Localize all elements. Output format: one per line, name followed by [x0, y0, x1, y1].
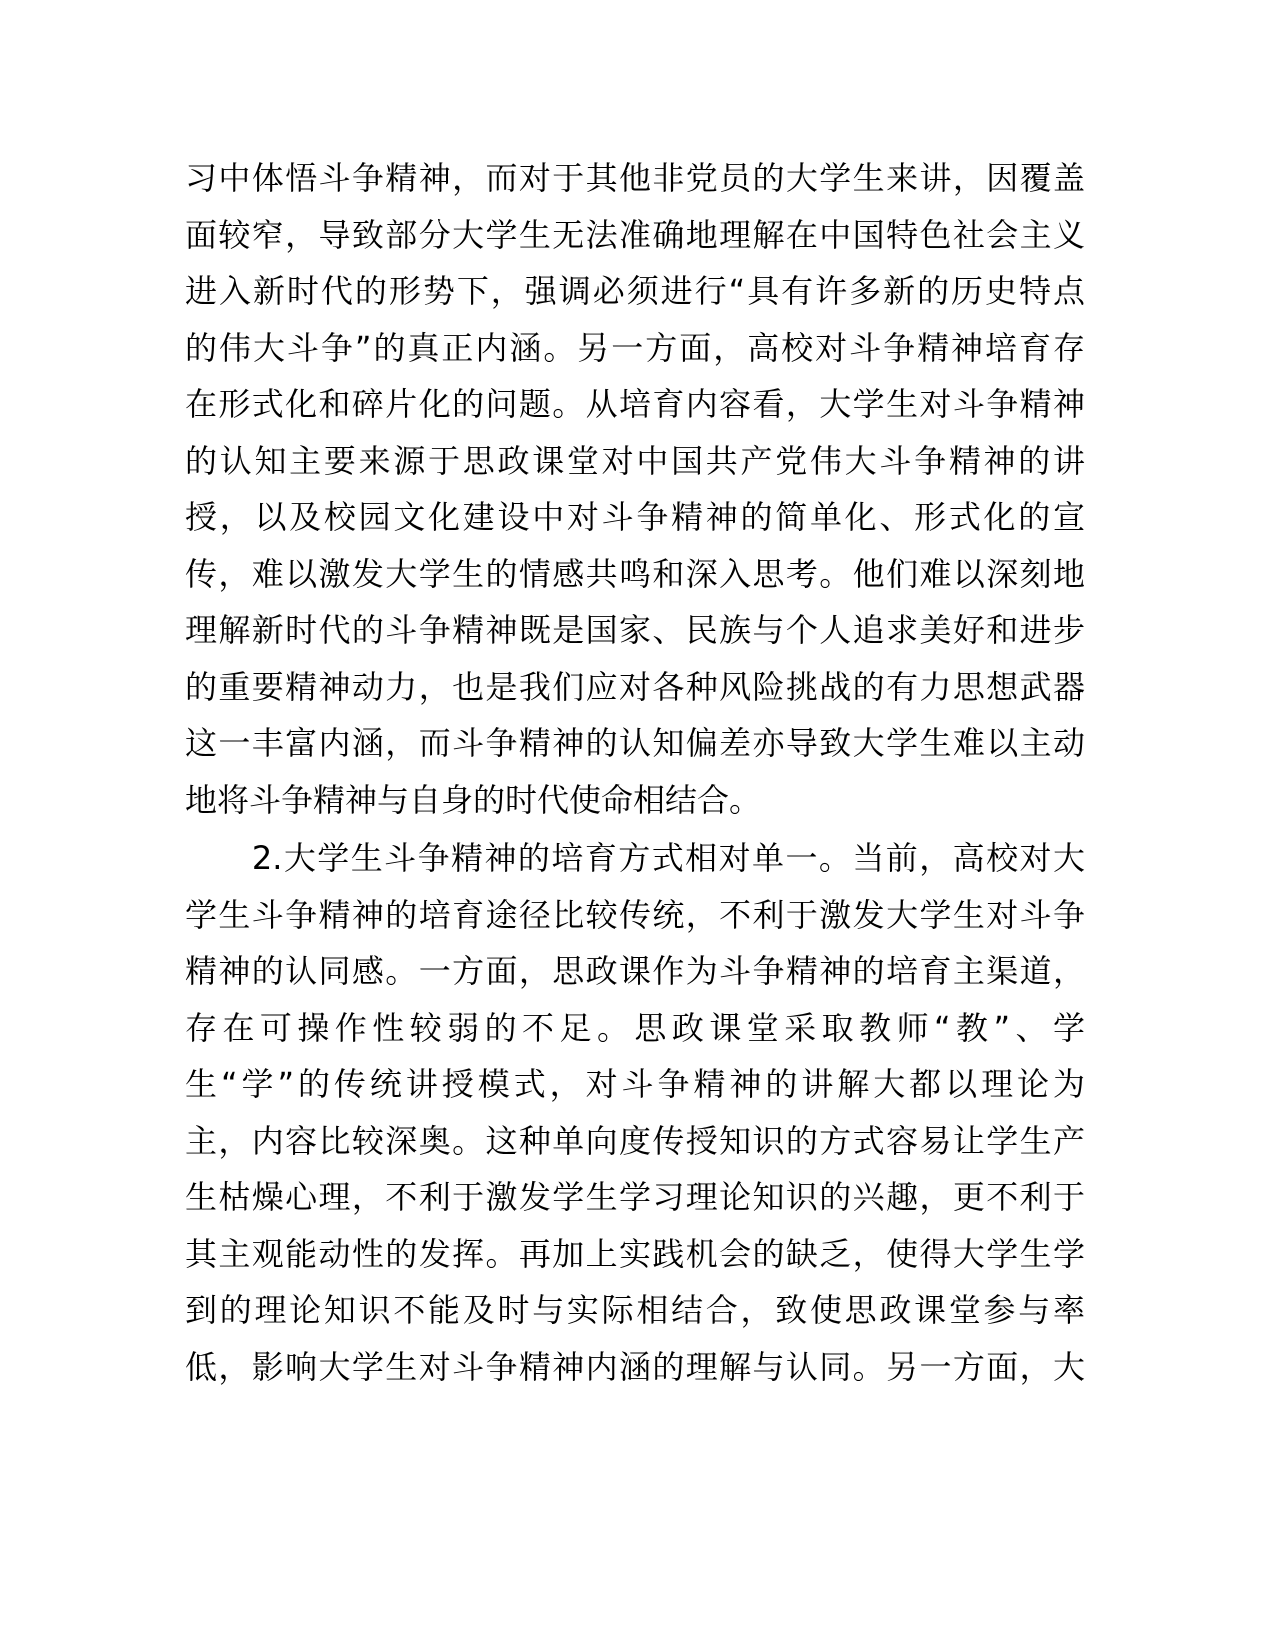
- text-line: 存在可操作性较弱的不足。思政课堂采取教师“教”、学: [185, 1008, 1085, 1047]
- text-line: 主，内容比较深奥。这种单向度传授知识的方式容易让学生产: [185, 1121, 1085, 1160]
- text-line: 传，难以激发大学生的情感共鸣和深入思考。他们难以深刻地: [185, 554, 1085, 593]
- text-line: 授，以及校园文化建设中对斗争精神的简单化、形式化的宣: [185, 498, 1085, 536]
- text-line: 生“学”的传统讲授模式，对斗争精神的讲解大都以理论为: [185, 1065, 1085, 1103]
- body-text: [185, 150, 1085, 1395]
- text-line: 学生斗争精神的培育途径比较传统，不利于激发大学生对斗争: [185, 895, 1085, 934]
- text-line: 的重要精神动力，也是我们应对各种风险挑战的有力思想武器: [185, 667, 1085, 706]
- paragraph-2: [185, 830, 1085, 1395]
- text-line: 其主观能动性的发挥。再加上实践机会的缺乏，使得大学生学: [185, 1234, 1085, 1273]
- text-line: 生枯燥心理，不利于激发学生学习理论知识的兴趣，更不利于: [185, 1178, 1085, 1216]
- text-line: 2.大学生斗争精神的培育方式相对单一。当前，高校对大: [185, 839, 1085, 877]
- text-line: 地将斗争精神与自身的时代使命相结合。: [185, 780, 762, 819]
- text-line: 进入新时代的形势下，强调必须进行“具有许多新的历史特点: [185, 272, 1085, 310]
- text-line: 在形式化和碎片化的问题。从培育内容看，大学生对斗争精神: [185, 385, 1085, 423]
- paragraph-1: [185, 150, 1085, 828]
- text-line: 的认知主要来源于思政课堂对中国共产党伟大斗争精神的讲: [185, 441, 1085, 480]
- text-line: 的伟大斗争”的真正内涵。另一方面，高校对斗争精神培育存: [185, 328, 1085, 367]
- text-line: 理解新时代的斗争精神既是国家、民族与个人追求美好和进步: [185, 611, 1085, 649]
- text-line: 习中体悟斗争精神，而对于其他非党员的大学生来讲，因覆盖: [185, 159, 1085, 197]
- text-line: 精神的认同感。一方面，思政课作为斗争精神的培育主渠道，: [185, 952, 1085, 990]
- text-line: 这一丰富内涵，而斗争精神的认知偏差亦导致大学生难以主动: [185, 724, 1085, 762]
- text-line: 低，影响大学生对斗争精神内涵的理解与认同。另一方面，大: [185, 1347, 1085, 1386]
- text-line: 到的理论知识不能及时与实际相结合，致使思政课堂参与率: [185, 1291, 1085, 1329]
- text-line: 面较窄，导致部分大学生无法准确地理解在中国特色社会主义: [185, 215, 1085, 254]
